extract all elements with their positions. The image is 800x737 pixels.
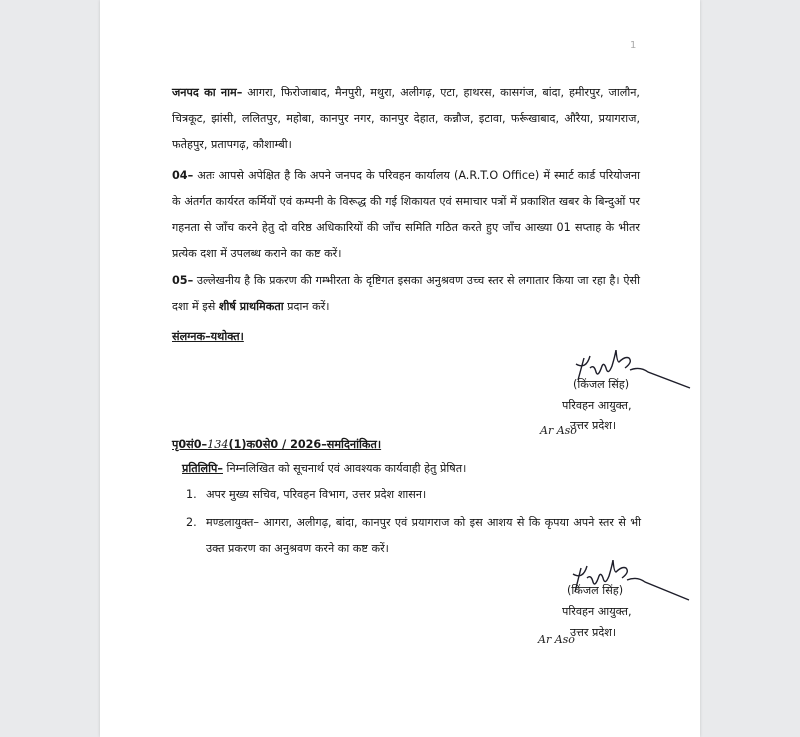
paragraph-05 [172,268,640,320]
copy-list-item [186,482,641,508]
signatory-title-2: परिवहन आयुक्त, [562,605,632,618]
copy-line [182,456,640,482]
paragraph-04 [172,163,640,267]
districts-paragraph [172,80,640,158]
copy-item-text: मण्डलायुक्त– आगरा, अलीगढ़, बांदा, कानपुर एवं प्रयागराज को इस आशय से कि कृपया अपने स्तर से भी उक्त प्रकरण का अनुश्रवण करने का कष्ट करें। [206,516,641,555]
reference-line [172,432,640,458]
reference-number: 134 [207,438,229,451]
signatory-name-1: (किंजल सिंह) [573,378,630,391]
initials-1: Ar Aso [540,424,577,437]
paragraph-05-text-end: प्रदान करें। [283,300,330,313]
copy-item-number: 2. [186,516,197,529]
paragraph-05-highlight: शीर्ष प्राथमिकता [218,300,284,313]
paragraph-05-number: 05– [172,274,194,287]
header-mark: 1 [630,40,637,51]
paragraph-05-text: उल्लेखनीय है कि प्रकरण की गम्भीरता के दृष्टिगत इसका अनुश्रवण उच्च स्तर से लगातार किया जा रहा है। ऐसी दशा में इसे [172,274,640,313]
signatory-title-1: परिवहन आयुक्त, [562,399,632,412]
copy-list [186,482,641,562]
copy-label: प्रतिलिपि– [182,462,223,475]
enclosure-line [172,324,640,350]
enclosure-label: संलग्नक–यथोक्त। [172,330,244,343]
paragraph-04-number: 04– [172,169,194,182]
copy-item-text: अपर मुख्य सचिव, परिवहन विभाग, उत्तर प्रदेश शासन। [206,488,427,501]
copy-list-item [186,510,641,562]
paragraph-04-text: अतः आपसे अपेक्षित है कि अपने जनपद के परिवहन कार्यालय (A.R.T.O Office) में स्मार्ट कार्ड परियोजना के अंतर्गत कार्यरत कर्मियों एवं कम्पनी के विरूद्ध की गई शिकायत एवं समाचार पत्रों में प्रकाशित खबर के बिन्दुओं पर गहनता से जाँच करने हेतु दो वरिष्ठ अधिकारियों की जाँच समिति गठित करते हुए जाँच आख्या 01 सप्ताह के भीतर प्रत्येक दशा में उपलब्ध कराने का कष्ट करें। [172,169,640,260]
copy-item-number: 1. [186,488,197,501]
reference-prefix: पृ0सं0– [172,438,208,451]
initials-2: Ar Aso [538,633,575,646]
signatory-state-2: उत्तर प्रदेश। [570,626,617,639]
copy-text: निम्नलिखित को सूचनार्थ एवं आवश्यक कार्यवाही हेतु प्रेषित। [226,462,467,475]
reference-suffix: (1)क0से0 / 2026–समदिनांकित। [228,438,382,451]
signatory-name-2: (किंजल सिंह) [567,584,624,597]
districts-text: आगरा, फिरोजाबाद, मैनपुरी, मथुरा, अलीगढ़, एटा, हाथरस, कासगंज, बांदा, हमीरपुर, जालौन, चित्रकूट, झांसी, ललितपुर, महोबा, कानपुर नगर, कानपुर देहात, कन्नौज, इटावा, फर्रूखाबाद, औरैया, प्रयागराज, फतेहपुर, प्रतापगढ़, कौशाम्बी। [172,86,640,151]
signatory-state-1: उत्तर प्रदेश। [570,419,617,432]
districts-label: जनपद का नाम– [172,86,243,99]
